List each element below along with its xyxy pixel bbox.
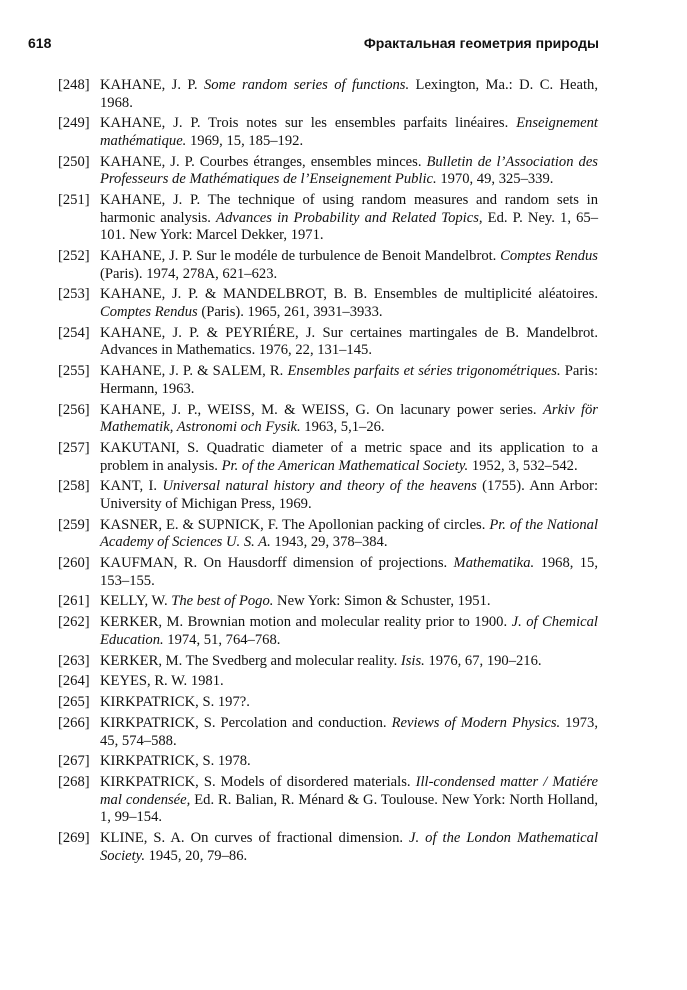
reference-text: KASNER, E. & SUPNICK, F. The Apollonian packing of circles.	[100, 516, 490, 533]
reference-number: [250]	[58, 153, 90, 170]
reference-text: KAHANE, J. P. & MANDELBROT, B. B. Ensembles de multiplicité aléatoires.	[100, 286, 598, 303]
reference-entry	[58, 363, 598, 398]
reference-details: Lexington, Ma.: D. C. Heath, 1968.	[100, 77, 598, 111]
reference-number: [251]	[58, 192, 90, 209]
reference-entry	[58, 517, 598, 552]
reference-number: [257]	[58, 439, 90, 456]
reference-details: 1969, 15, 185–192.	[186, 132, 304, 149]
reference-entry	[58, 593, 598, 611]
reference-source: Universal natural history and theory of the heavens	[162, 478, 477, 495]
reference-details: 1974, 51, 764–768.	[163, 631, 281, 648]
reference-entry	[58, 440, 598, 475]
reference-text: KIRKPATRICK, S. Percolation and conduction.	[100, 714, 392, 731]
reference-entry	[58, 478, 598, 513]
reference-source: Pr. of the National Academy of Sciences U. S. A.	[100, 516, 598, 551]
reference-number: [253]	[58, 286, 90, 303]
reference-number: [266]	[58, 714, 90, 731]
reference-text: KLINE, S. A. On curves of fractional dimension.	[100, 830, 410, 847]
reference-details: (1755). Ann Arbor: University of Michigan Press, 1969.	[100, 478, 598, 512]
reference-text: KAHANE, J. P. & SALEM, R.	[100, 363, 288, 380]
reference-text: KAHANE, J. P. & PEYRIÉRE, J. Sur certaines martingales de B. Mandelbrot. Advances in Mathematics. 1976, 22, 131–145.	[100, 324, 598, 359]
reference-text: KELLY, W.	[100, 593, 172, 610]
reference-source: Mathematika.	[453, 555, 535, 572]
reference-entry	[58, 555, 598, 590]
reference-text: KANT, I.	[100, 478, 163, 495]
reference-entry	[58, 115, 598, 150]
reference-source: Advances in Probability and Related Topics,	[216, 209, 483, 226]
reference-source: Ill-condensed matter / Matiére mal condensée,	[100, 774, 599, 808]
reference-source: Ensembles parfaits et séries trigonométriques.	[287, 363, 561, 380]
reference-source: Isis.	[400, 652, 425, 669]
reference-number: [255]	[58, 363, 90, 380]
reference-entry	[58, 325, 598, 360]
reference-text: KAHANE, J. P. Trois notes sur les ensembles parfaits linéaires.	[100, 115, 517, 132]
reference-number: [260]	[58, 555, 90, 572]
reference-text: KAHANE, J. P., WEISS, M. & WEISS, G. On lacunary power series.	[100, 401, 543, 418]
reference-details: 1968, 15, 153–155.	[100, 555, 599, 589]
reference-details: 1945, 20, 79–86.	[144, 847, 248, 864]
reference-source: Arkiv för Mathematik, Astronomi och Fysik.	[100, 401, 598, 436]
reference-entry	[58, 248, 598, 283]
reference-source: Pr. of the American Mathematical Society.	[221, 457, 469, 474]
reference-number: [268]	[58, 774, 90, 791]
page-header	[28, 35, 599, 57]
reference-entry	[58, 753, 598, 771]
reference-number: [259]	[58, 516, 90, 533]
reference-details: Paris: Hermann, 1963.	[100, 363, 599, 397]
reference-entry	[58, 830, 598, 865]
reference-source: Some random series of functions.	[203, 77, 410, 93]
reference-source: J. of the London Mathematical Society.	[100, 830, 599, 864]
reference-text: KAHANE, J. P.	[100, 77, 204, 93]
reference-entry	[58, 653, 598, 671]
reference-number: [267]	[58, 753, 90, 770]
reference-list	[58, 77, 598, 868]
reference-details: 1970, 49, 325–339.	[436, 171, 554, 188]
reference-entry	[58, 774, 598, 827]
reference-details: (Paris). 1965, 261, 3931–3933.	[197, 304, 383, 321]
reference-number: [252]	[58, 248, 90, 265]
reference-source: The best of Pogo.	[171, 593, 274, 610]
reference-number: [254]	[58, 324, 90, 341]
reference-entry	[58, 286, 598, 321]
reference-entry	[58, 192, 598, 245]
reference-text: KERKER, M. The Svedberg and molecular reality.	[100, 652, 401, 669]
running-title: Фрактальная геометрия природы	[363, 35, 599, 51]
reference-entry	[58, 694, 598, 712]
reference-source: Reviews of Modern Physics.	[391, 714, 561, 731]
reference-entry	[58, 715, 598, 750]
reference-source: J. of Chemical Education.	[100, 614, 598, 648]
reference-text: KIRKPATRICK, S. Models of disordered materials.	[100, 774, 416, 791]
reference-details: (Paris). 1974, 278A, 621–623.	[100, 265, 278, 282]
reference-details: Ed. R. Balian, R. Ménard & G. Toulouse. New York: North Holland, 1, 99–154.	[100, 791, 598, 826]
reference-number: [264]	[58, 673, 90, 690]
reference-text: KAUFMAN, R. On Hausdorff dimension of projections.	[100, 555, 454, 572]
reference-number: [249]	[58, 115, 90, 132]
reference-entry	[58, 402, 598, 437]
reference-entry	[58, 614, 598, 649]
reference-number: [262]	[58, 614, 90, 631]
reference-details: New York: Simon & Schuster, 1951.	[273, 593, 491, 610]
reference-details: 1952, 3, 532–542.	[468, 457, 578, 474]
page-number: 618	[28, 35, 52, 51]
reference-text: KAKUTANI, S. Quadratic diameter of a metric space and its application to a problem in analysis.	[100, 439, 598, 474]
reference-number: [269]	[58, 830, 90, 847]
reference-text: KEYES, R. W. 1981.	[100, 673, 224, 690]
reference-details: Ed. P. Ney. 1, 65–101. New York: Marcel Dekker, 1971.	[100, 209, 599, 244]
reference-number: [258]	[58, 478, 90, 495]
reference-source: Comptes Rendus	[500, 248, 598, 265]
reference-text: KAHANE, J. P. Courbes étranges, ensembles minces.	[100, 153, 427, 170]
reference-text: KAHANE, J. P. Sur le modéle de turbulence de Benoit Mandelbrot.	[100, 248, 501, 265]
reference-details: 1976, 67, 190–216.	[424, 652, 542, 669]
reference-number: [261]	[58, 593, 90, 610]
reference-number: [263]	[58, 652, 90, 669]
reference-number: [256]	[58, 401, 90, 418]
reference-details: 1973, 45, 574–588.	[100, 714, 599, 749]
reference-text: KIRKPATRICK, S. 1978.	[100, 753, 251, 770]
reference-number: [265]	[58, 694, 90, 711]
reference-entry	[58, 154, 598, 189]
reference-text: KAHANE, J. P. The technique of using random measures and random sets in harmonic analysis.	[100, 192, 598, 226]
reference-details: 1963, 5,1–26.	[300, 419, 385, 436]
reference-details: 1943, 29, 378–384.	[270, 534, 388, 551]
reference-source: Comptes Rendus	[100, 304, 198, 321]
reference-entry	[58, 77, 598, 112]
reference-source: Bulletin de l’Association des Professeurs de Mathématiques de l’Enseignement Public.	[100, 153, 598, 188]
reference-text: KIRKPATRICK, S. 197?.	[100, 694, 250, 711]
reference-source: Enseignement mathématique.	[100, 115, 598, 149]
reference-entry	[58, 673, 598, 691]
reference-number: [248]	[58, 77, 90, 93]
reference-text: KERKER, M. Brownian motion and molecular reality prior to 1900.	[100, 614, 512, 631]
